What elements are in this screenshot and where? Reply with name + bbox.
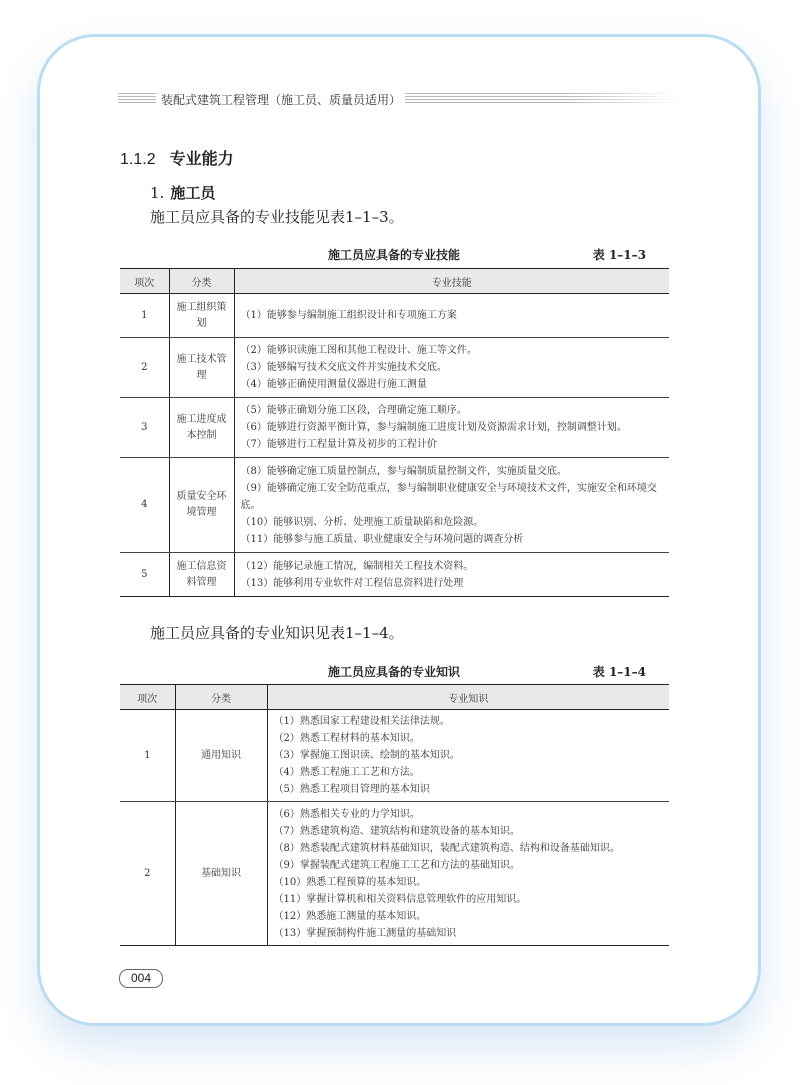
row-category: 施工组织策划 — [169, 294, 234, 338]
subsection-title: 施工员 — [170, 184, 216, 202]
header-stripes-right — [405, 93, 678, 105]
list-item: （2）能够识读施工图和其他工程设计、施工等文件。 — [240, 345, 477, 356]
row-index: 2 — [120, 802, 175, 946]
table-row — [120, 553, 669, 597]
list-item: （11）掌握计算机和相关资料信息管理软件的应用知识。 — [273, 893, 527, 905]
subsection-heading — [150, 182, 215, 203]
header-stripes-left — [118, 93, 156, 105]
row-items — [234, 553, 669, 597]
section-number: 1.1.2 — [120, 151, 156, 168]
list-item: （2）熟悉工程材料的基本知识。 — [273, 733, 420, 744]
list-item: （10）能够识别、分析、处理施工质量缺陷和危险源。 — [240, 516, 484, 528]
row-category: 通用知识 — [175, 710, 267, 802]
page-number: 004 — [119, 969, 163, 988]
list-item: （3）掌握施工图识读、绘制的基本知识。 — [273, 750, 460, 761]
table-row — [120, 338, 669, 398]
row-items — [234, 294, 669, 338]
section-title: 专业能力 — [169, 149, 234, 168]
row-category: 施工进度成本控制 — [169, 398, 234, 458]
row-index: 3 — [120, 398, 169, 458]
list-item: （13）掌握预制构件施工测量的基础知识 — [273, 927, 457, 939]
column-header: 项次 — [120, 685, 175, 710]
table-header-row — [120, 685, 669, 710]
list-item: （9）能够确定施工安全防范重点，参与编制职业健康安全与环境技术文件，实施安全和环境交底。 — [240, 482, 657, 511]
row-index: 1 — [120, 294, 169, 338]
row-items — [234, 338, 669, 398]
row-category: 基础知识 — [175, 802, 267, 946]
table-row — [120, 458, 669, 553]
paragraph-knowledge-intro: 施工员应具备的专业知识见表1–1–4。 — [150, 624, 404, 642]
knowledge-table — [120, 684, 669, 946]
table-header-row — [120, 269, 669, 294]
row-items — [267, 710, 669, 802]
list-item: （12）熟悉施工测量的基本知识。 — [273, 910, 427, 922]
list-item: （8）能够确定施工质量控制点，参与编制质量控制文件，实施质量交底。 — [240, 465, 567, 477]
list-item: （10）熟悉工程预算的基本知识。 — [273, 876, 427, 888]
list-item: （3）能够编写技术交底文件并实施技术交底。 — [240, 362, 447, 373]
row-items — [267, 802, 669, 946]
row-index: 4 — [120, 458, 169, 553]
table2-number: 表 1–1–4 — [592, 665, 646, 679]
list-item: （5）熟悉工程项目管理的基本知识 — [273, 784, 430, 795]
table-row — [120, 710, 669, 802]
list-item: （1）能够参与编制施工组织设计和专项施工方案 — [240, 310, 457, 321]
section-heading — [120, 146, 234, 169]
paragraph-skills-intro: 施工员应具备的专业技能见表1–1–3。 — [150, 208, 404, 226]
list-item: （11）能够参与施工质量、职业健康安全与环境问题的调查分析 — [240, 533, 524, 545]
skills-table — [120, 268, 669, 597]
list-item: （8）熟悉装配式建筑材料基础知识，装配式建筑构造、结构和设备基础知识。 — [273, 842, 620, 854]
column-header: 项次 — [120, 269, 169, 294]
running-header — [118, 90, 678, 108]
table-row — [120, 802, 669, 946]
row-category: 质量安全环境管理 — [169, 458, 234, 553]
list-item: （9）掌握装配式建筑工程施工工艺和方法的基础知识。 — [273, 859, 520, 871]
list-item: （7）熟悉建筑构造、建筑结构和建筑设备的基本知识。 — [273, 825, 520, 837]
column-header: 专业技能 — [234, 269, 669, 294]
list-item: （12）能够记录施工情况，编制相关工程技术资料。 — [240, 560, 474, 572]
table1-caption-title: 施工员应具备的专业技能 — [327, 248, 460, 262]
table-row — [120, 294, 669, 338]
row-index: 1 — [120, 710, 175, 802]
row-index: 2 — [120, 338, 169, 398]
row-index: 5 — [120, 553, 169, 597]
row-category: 施工技术管理 — [169, 338, 234, 398]
list-item: （7）能够进行工程量计算及初步的工程计价 — [240, 439, 437, 450]
table2-caption-title: 施工员应具备的专业知识 — [327, 665, 460, 679]
column-header: 分类 — [169, 269, 234, 294]
table1-number: 表 1–1–3 — [592, 248, 646, 262]
list-item: （4）能够正确使用测量仪器进行施工测量 — [240, 379, 427, 390]
list-item: （5）能够正确划分施工区段，合理确定施工顺序。 — [240, 405, 467, 416]
subsection-number: 1. — [150, 184, 165, 202]
list-item: （6）熟悉相关专业的力学知识。 — [273, 808, 420, 820]
list-item: （6）能够进行资源平衡计算，参与编制施工进度计划及资源需求计划，控制调整计划。 — [240, 422, 627, 433]
list-item: （4）熟悉工程施工工艺和方法。 — [273, 767, 420, 778]
column-header: 分类 — [175, 685, 267, 710]
row-category: 施工信息资料管理 — [169, 553, 234, 597]
row-items — [234, 458, 669, 553]
list-item: （13）能够利用专业软件对工程信息资料进行处理 — [240, 577, 464, 589]
column-header: 专业知识 — [267, 685, 669, 710]
list-item: （1）熟悉国家工程建设相关法律法规。 — [273, 716, 450, 727]
table-row — [120, 398, 669, 458]
row-items — [234, 398, 669, 458]
running-title: 装配式建筑工程管理（施工员、质量员适用） — [161, 92, 402, 107]
